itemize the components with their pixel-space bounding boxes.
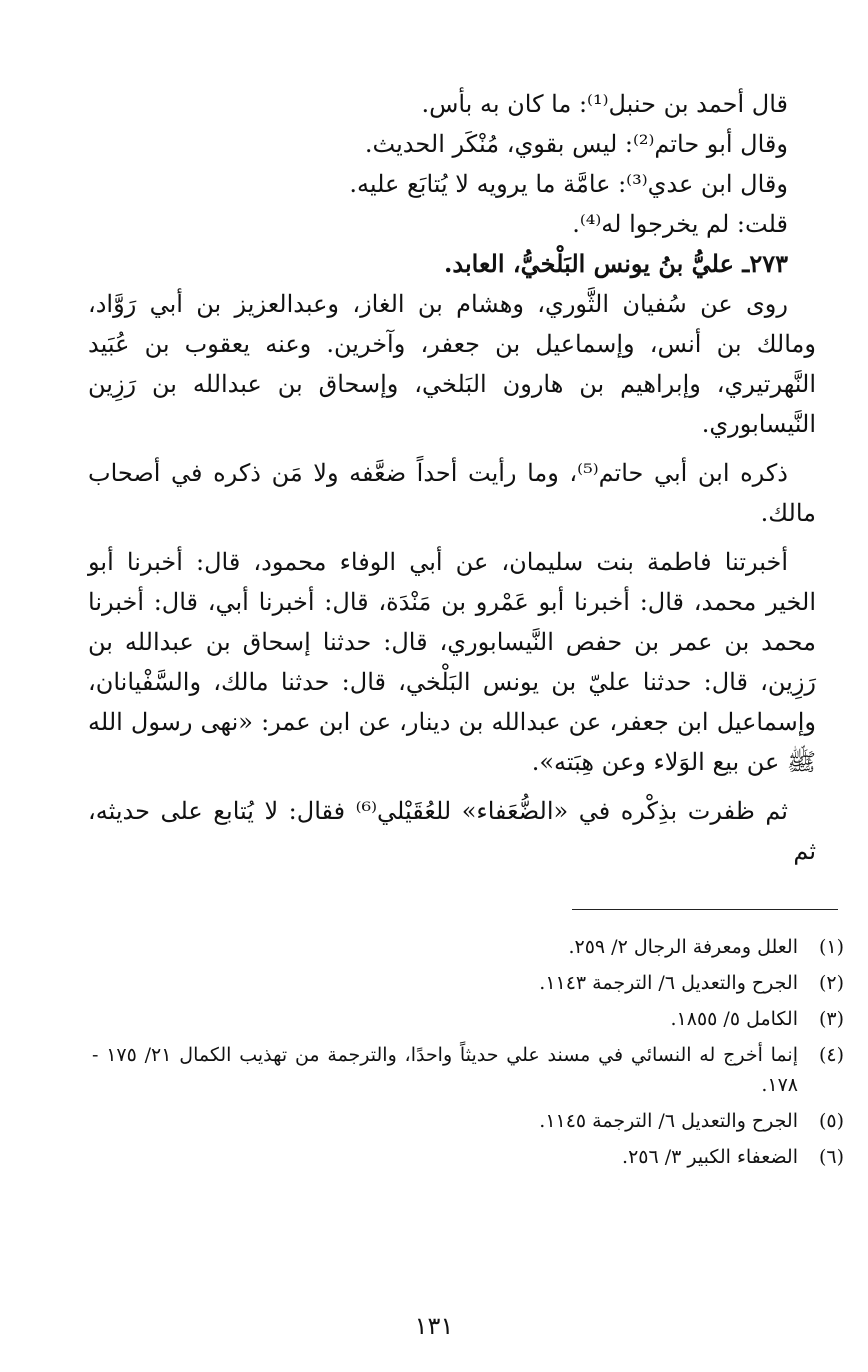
text-line: قال أحمد بن حنبل⁽¹⁾: ما كان به بأس.	[421, 90, 788, 118]
text-line: وقال أبو حاتم⁽²⁾: ليس بقوي، مُنْكَر الحديث.	[364, 130, 788, 158]
footnote-number: (٤)	[818, 1044, 844, 1066]
footnote-text: الضعفاء الكبير ٣/ ٢٥٦.	[622, 1146, 798, 1168]
footnote	[92, 1040, 844, 1100]
footnote-number: (٣)	[818, 1008, 844, 1030]
footnote-text: الجرح والتعديل ٦/ الترجمة ١١٤٥.	[539, 1110, 798, 1132]
footnotes	[92, 932, 844, 1178]
entry-heading: ٢٧٣ـ عليُّ بنُ يونس البَلْخيُّ، العابد.	[444, 249, 788, 278]
footnote-divider	[572, 909, 838, 910]
footnote-text: الكامل ٥/ ١٨٥٥.	[670, 1008, 798, 1030]
entry-paragraph: روى عن سُفيان الثَّوري، وهشام بن الغاز، وعبدالعزيز بن أبي رَوَّاد، ومالك بن أنس، وإسماعيل بن جعفر، وآخرين. وعنه يعقوب بن عُبَيد النَّهرتيري، وإبراهيم بن هارون البَلخي، وإسحاق بن عبدالله بن رَزِين النَّيسابوري.	[88, 290, 816, 438]
footnote	[92, 932, 844, 962]
footnote-text: الجرح والتعديل ٦/ الترجمة ١١٤٣.	[539, 972, 798, 994]
footnote	[92, 1004, 844, 1034]
text-line: قلت: لم يخرجوا له⁽⁴⁾.	[572, 210, 788, 238]
footnote	[92, 968, 844, 998]
footnote-number: (٢)	[818, 972, 844, 994]
footnote	[92, 1142, 844, 1172]
main-text	[88, 84, 816, 871]
footnote-number: (٥)	[818, 1110, 844, 1132]
isnad-paragraph: أخبرتنا فاطمة بنت سليمان، عن أبي الوفاء محمود، قال: أخبرنا أبو الخير محمد، قال: أخبرنا أبو عَمْرو بن مَنْدَة، قال: أخبرنا أبي، قال: أخبرنا محمد بن عمر بن حفص النَّيسابوري، قال: حدثنا إسحاق بن عبدالله بن رَزِين، قال: حدثنا عليّ بن يونس البَلْخي، قال: حدثنا مالك، والسَّفْيانان، وإسماعيل ابن جعفر، عن عبدالله بن دينار، عن ابن عمر: «نهى رسول الله ﷺ عن بيع الوَلاء وعن هِبَته».	[88, 548, 816, 776]
page-number: ١٣١	[414, 1312, 454, 1340]
text-line: وقال ابن عدي⁽³⁾: عامَّة ما يرويه لا يُتابَع عليه.	[349, 170, 788, 198]
footnote-number: (٦)	[818, 1146, 844, 1168]
entry-paragraph: ثم ظفرت بذِكْره في «الضُّعَفاء» للعُقَيْلي⁽⁶⁾ فقال: لا يُتابع على حديثه، ثم	[88, 797, 816, 865]
footnote-number: (١)	[818, 936, 844, 958]
footnote	[92, 1106, 844, 1136]
entry-paragraph: ذكره ابن أبي حاتم⁽⁵⁾، وما رأيت أحداً ضعَّفه ولا مَن ذكره في أصحاب مالك.	[88, 459, 816, 527]
footnote-text: العلل ومعرفة الرجال ٢/ ٢٥٩.	[568, 936, 798, 958]
footnote-text: إنما أخرج له النسائي في مسند علي حديثاً واحدًا، والترجمة من تهذيب الكمال ٢١/ ١٧٥ - ١٧٨.	[92, 1044, 798, 1096]
